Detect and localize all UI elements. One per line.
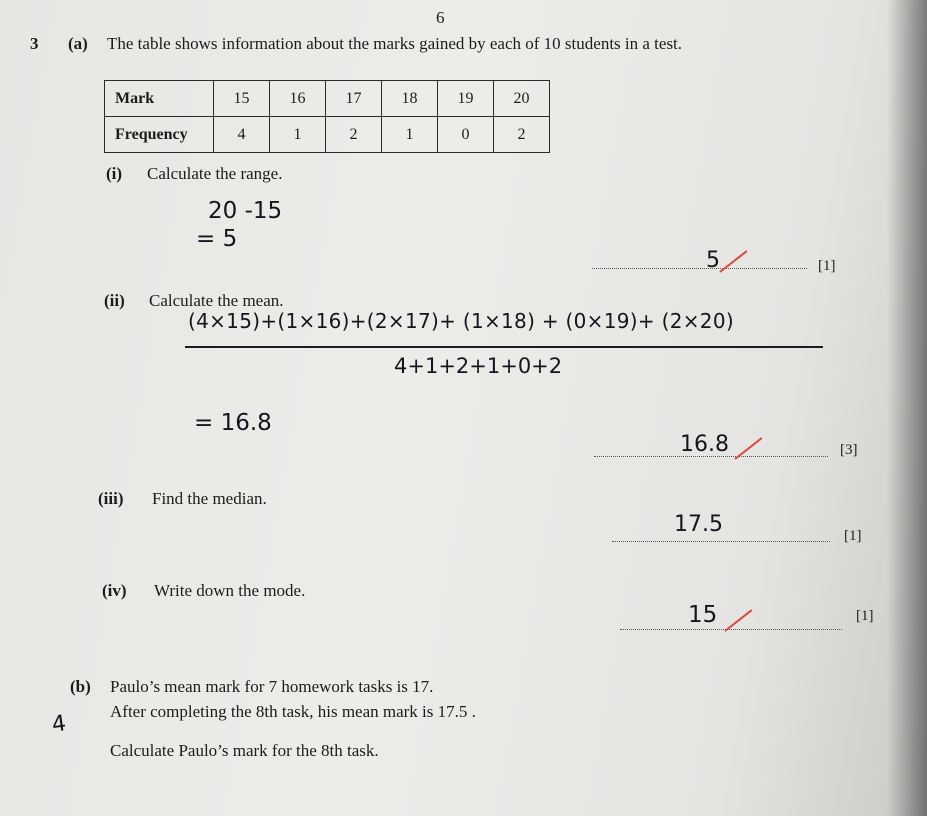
row-header-frequency: Frequency: [105, 117, 214, 153]
part-iv-label: (iv): [102, 581, 127, 600]
row-header-mark: Mark: [105, 81, 214, 117]
part-iv-text: Write down the mode.: [154, 581, 306, 600]
table-row-frequency: [105, 117, 550, 153]
part-a-text: The table shows information about the marks gained by each of 10 students in a test.: [107, 34, 683, 53]
page-number: 6: [436, 8, 445, 27]
part-iii-text: Find the median.: [152, 489, 267, 508]
part-iii-label: (iii): [98, 489, 124, 508]
marks-allocation: [1]: [818, 258, 836, 274]
page-edge-shadow: [887, 0, 927, 816]
frequency-cell: 2: [326, 117, 382, 153]
margin-handwritten-mark: 4: [50, 711, 68, 738]
frequency-cell: 0: [438, 117, 494, 153]
mode-answer: 15: [688, 602, 718, 628]
answer-line-range: [592, 268, 807, 269]
part-a-label: (a): [68, 34, 88, 53]
mark-cell: 17: [326, 81, 382, 117]
part-b-line3: Calculate Paulo’s mark for the 8th task.: [110, 741, 379, 760]
part-i-label: (i): [106, 164, 123, 183]
part-ii-text: Calculate the mean.: [149, 291, 284, 310]
frequency-cell: 1: [382, 117, 438, 153]
mark-cell: 15: [214, 81, 270, 117]
mark-cell: 18: [382, 81, 438, 117]
mean-result: = 16.8: [194, 410, 272, 436]
marks-allocation: [1]: [844, 528, 862, 544]
answer-line-mode: [620, 629, 842, 630]
frequency-cell: 1: [270, 117, 326, 153]
correct-tick-mark: [719, 250, 747, 273]
fraction-bar: [185, 346, 823, 348]
mark-cell: 20: [494, 81, 550, 117]
mean-answer: 16.8: [680, 432, 729, 457]
part-i-text: Calculate the range.: [147, 164, 283, 183]
mark-cell: 19: [438, 81, 494, 117]
answer-line-median: [612, 541, 830, 542]
question-number: 3: [30, 34, 39, 53]
median-answer: 17.5: [674, 512, 723, 537]
part-b-label: (b): [70, 677, 91, 696]
mark-cell: 16: [270, 81, 326, 117]
marks-allocation: [1]: [856, 608, 874, 624]
frequency-cell: 4: [214, 117, 270, 153]
mean-denominator: 4+1+2+1+0+2: [394, 354, 563, 378]
part-ii-label: (ii): [104, 291, 125, 310]
range-answer: 5: [706, 248, 720, 273]
part-b-line2: After completing the 8th task, his mean mark is 17.5 .: [110, 702, 476, 721]
mean-numerator: (4×15)+(1×16)+(2×17)+ (1×18) + (0×19)+ (2×20): [188, 309, 734, 333]
frequency-cell: 2: [494, 117, 550, 153]
marks-allocation: [3]: [840, 442, 858, 458]
table-row-mark: [105, 81, 550, 117]
range-working-line2: = 5: [196, 226, 238, 252]
range-working-line1: 20 -15: [208, 198, 283, 224]
marks-frequency-table: [104, 80, 550, 153]
part-b-line1: Paulo’s mean mark for 7 homework tasks is 17.: [110, 677, 434, 696]
